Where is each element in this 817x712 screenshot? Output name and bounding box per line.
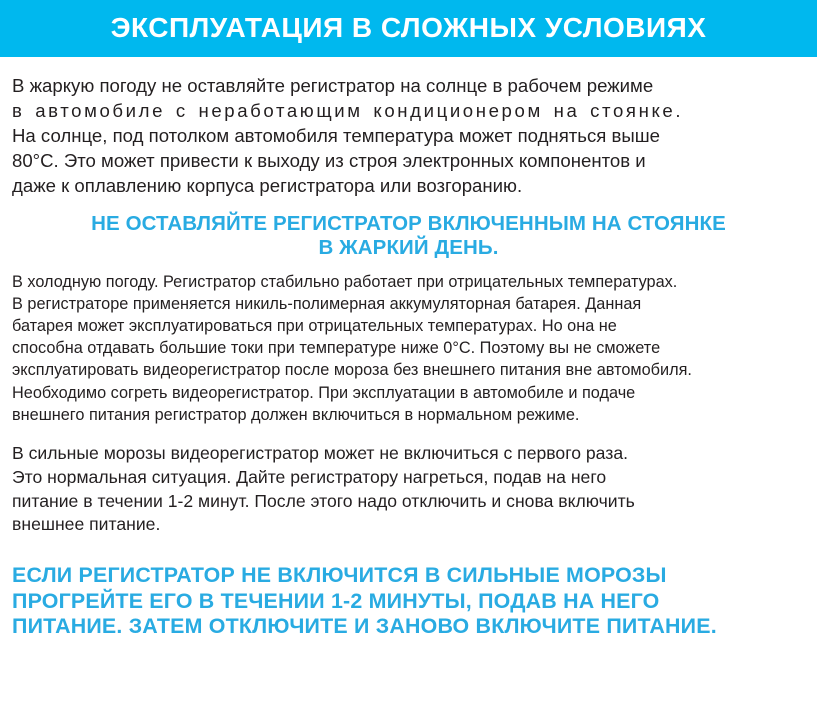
paragraph-severe-frost-line-3: питание в течении 1-2 минут. После этого надо отключить и снова включить <box>12 490 635 511</box>
highlight-frost-instruction-line-2: ПРОГРЕЙТЕ ЕГО В ТЕЧЕНИИ 1-2 МИНУТЫ, ПОДАВ НА НЕГО <box>12 588 660 613</box>
paragraph-severe-frost-line-1: В сильные морозы видеорегистратор может не включиться с первого раза. <box>12 442 629 463</box>
highlight-hot-warning-line-1: НЕ ОСТАВЛЯЙТЕ РЕГИСТРАТОР ВКЛЮЧЕННЫМ НА СТОЯНКЕ <box>91 212 726 236</box>
paragraph-hot-weather-line-5: даже к оплавлению корпуса регистратора или возгоранию. <box>12 175 523 197</box>
highlight-hot-warning <box>12 212 805 259</box>
paragraph-cold-weather-line-3: батарея может эксплуатироваться при отрицательных температурах. Но она не <box>12 317 617 336</box>
paragraph-severe-frost-line-2: Это нормальная ситуация. Дайте регистратору нагреться, подав на него <box>12 466 607 487</box>
paragraph-hot-weather-line-3: На солнце, под потолком автомобиля температура может подняться выше <box>12 125 661 147</box>
highlight-frost-instruction-line-1: ЕСЛИ РЕГИСТРАТОР НЕ ВКЛЮЧИТСЯ В СИЛЬНЫЕ МОРОЗЫ <box>12 563 667 588</box>
highlight-hot-warning-line-2: В ЖАРКИЙ ДЕНЬ. <box>318 235 499 259</box>
paragraph-cold-weather-line-1: В холодную погоду. Регистратор стабильно работает при отрицательных температурах. <box>12 273 678 292</box>
paragraph-hot-weather-line-4: 80°C. Это может привести к выходу из строя электронных компонентов и <box>12 150 646 172</box>
highlight-frost-instruction-line-3: ПИТАНИЕ. ЗАТЕМ ОТКЛЮЧИТЕ И ЗАНОВО ВКЛЮЧИТЕ ПИТАНИЕ. <box>12 614 717 639</box>
paragraph-cold-weather-line-6: Необходимо согреть видеорегистратор. При эксплуатации в автомобиле и подаче <box>12 383 636 402</box>
page-banner-title: ЭКСПЛУАТАЦИЯ В СЛОЖНЫХ УСЛОВИЯХ <box>0 0 817 57</box>
paragraph-severe-frost-line-4: внешнее питание. <box>12 514 161 535</box>
paragraph-severe-frost <box>12 442 805 538</box>
paragraph-cold-weather-line-7: внешнего питания регистратор должен включиться в нормальном режиме. <box>12 405 580 424</box>
paragraph-cold-weather-line-5: эксплуатировать видеорегистратор после мороза без внешнего питания вне автомобиля. <box>12 361 692 380</box>
paragraph-hot-weather-line-2: в автомобиле с неработающим кондиционером на стоянке. <box>12 100 684 122</box>
document-content <box>0 73 817 639</box>
paragraph-cold-weather-line-2: В регистраторе применяется никиль-полимерная аккумуляторная батарея. Данная <box>12 295 642 314</box>
paragraph-hot-weather <box>12 73 805 198</box>
paragraph-cold-weather <box>12 271 805 426</box>
paragraph-cold-weather-line-4: способна отдавать большие токи при температуре ниже 0°C. Поэтому вы не сможете <box>12 339 661 358</box>
paragraph-hot-weather-line-1: В жаркую погоду не оставляйте регистратор на солнце в рабочем режиме <box>12 75 654 97</box>
highlight-frost-instruction <box>12 563 805 639</box>
